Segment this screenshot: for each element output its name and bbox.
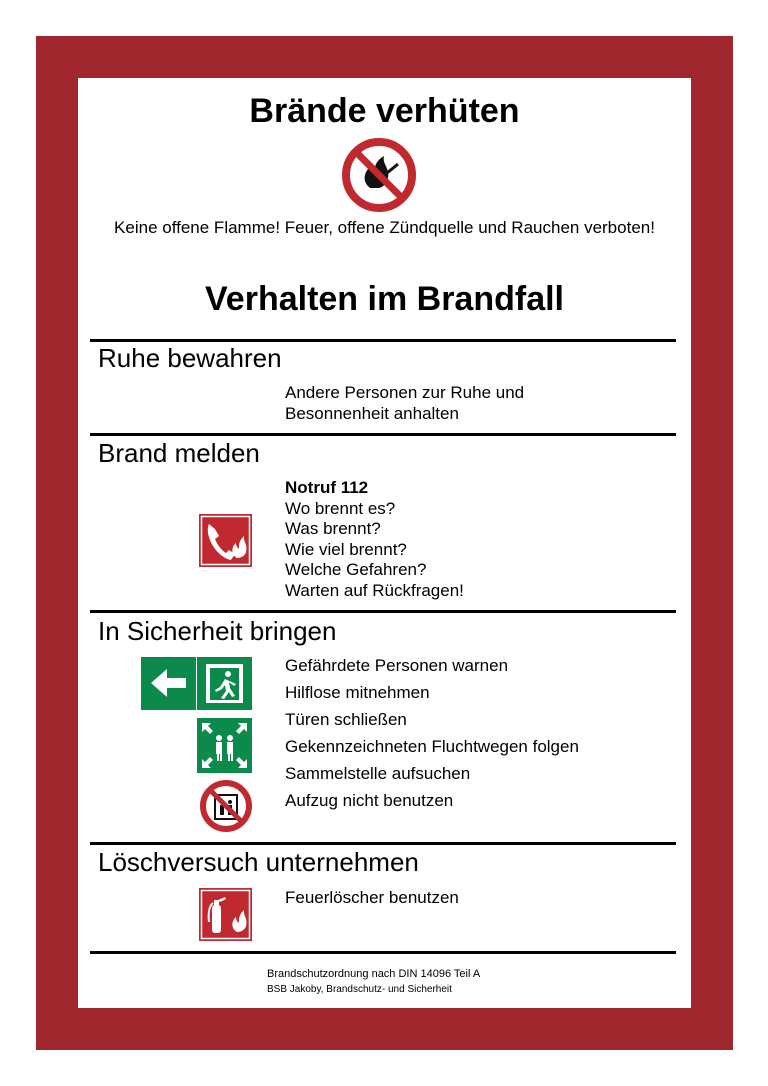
emergency-exit-icon (197, 657, 252, 710)
calm-text (285, 383, 524, 424)
report-text (285, 478, 464, 601)
section-title-safety: In Sicherheit bringen (98, 616, 337, 646)
section-title-extinguish: Löschversuch unternehmen (98, 847, 419, 877)
report-line: Wie viel brennt? (285, 539, 407, 559)
calm-line: Andere Personen zur Ruhe und (285, 383, 525, 402)
escape-route-arrow-icon (141, 657, 196, 710)
emergency-number: Notruf 112 (285, 478, 369, 497)
fire-telephone-icon (199, 514, 252, 567)
assembly-point-icon (197, 718, 252, 773)
section-title-report: Brand melden (98, 438, 260, 468)
no-open-flame-icon (340, 136, 418, 214)
safety-list (285, 656, 579, 818)
report-line: Was brennt? (285, 519, 381, 538)
safety-line: Gekennzeichneten Fluchtwegen folgen (285, 737, 579, 756)
divider (90, 339, 676, 342)
safety-line: Hilflose mitnehmen (285, 683, 430, 702)
divider (90, 433, 676, 436)
divider (90, 951, 676, 954)
safety-line: Aufzug nicht benutzen (285, 791, 454, 810)
safety-line: Türen schließen (285, 710, 407, 729)
report-line: Welche Gefahren? (285, 560, 427, 579)
footer-company: BSB Jakoby, Brandschutz- und Sicherheit (267, 984, 452, 995)
safety-line: Gefährdete Personen warnen (285, 656, 509, 675)
no-elevator-icon (199, 779, 253, 833)
footer-standard: Brandschutzordnung nach DIN 14096 Teil A (267, 968, 481, 980)
section-title-calm: Ruhe bewahren (98, 343, 282, 373)
prevention-title: Brände verhüten (249, 92, 520, 130)
extinguish-line: Feuerlöscher benutzen (285, 888, 459, 907)
report-line: Wo brennt es? (285, 498, 396, 518)
report-line: Warten auf Rückfragen! (285, 580, 464, 600)
fire-procedure-title: Verhalten im Brandfall (205, 280, 564, 318)
extinguish-text (285, 888, 459, 909)
fire-extinguisher-icon (199, 888, 252, 941)
divider (90, 842, 676, 845)
prevention-subtitle: Keine offene Flamme! Feuer, offene Zündquelle und Rauchen verboten! (114, 218, 655, 237)
divider (90, 610, 676, 613)
calm-line: Besonnenheit anhalten (285, 403, 459, 423)
safety-line: Sammelstelle aufsuchen (285, 764, 471, 783)
sign-panel (78, 78, 691, 1008)
